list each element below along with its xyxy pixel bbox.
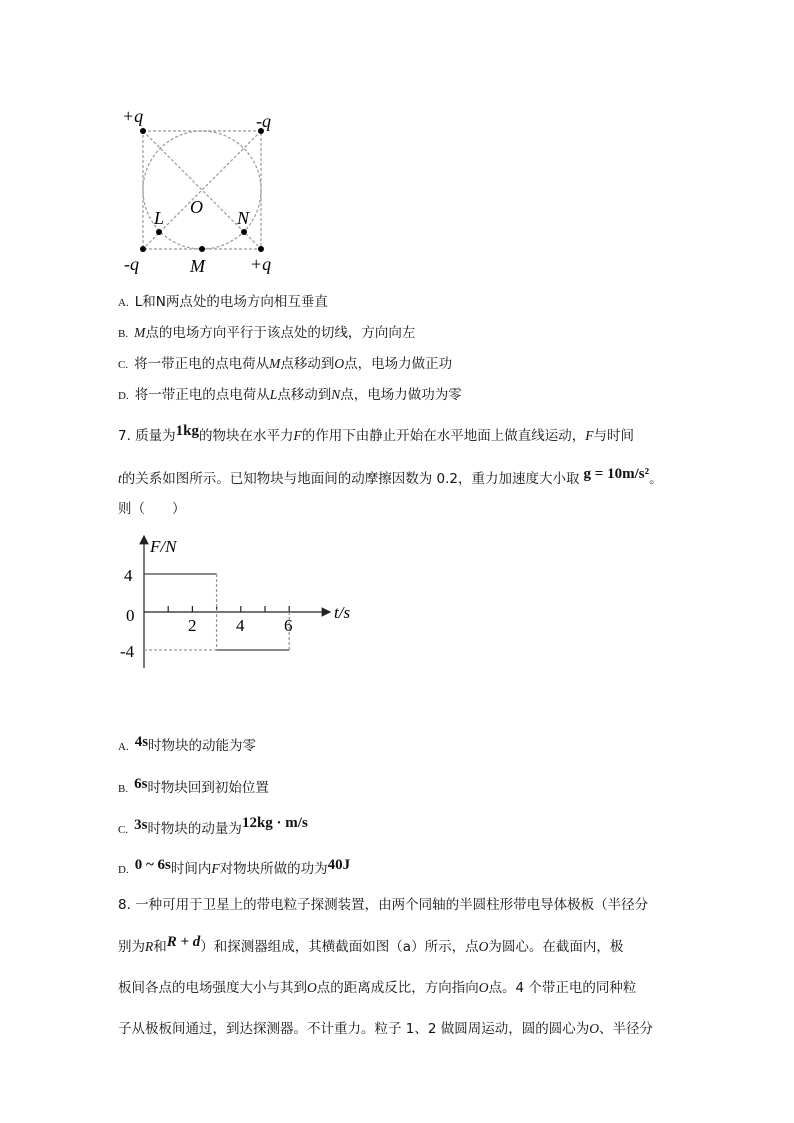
label-br: +q [250,254,272,274]
option-text: 点移动到 [277,387,332,403]
var: F [293,428,302,443]
var: O [478,980,489,995]
var: R [145,939,154,954]
text: 别为 [118,939,145,955]
text: 板间各点的电场强度大小与其到 [118,980,307,996]
charge-point [140,128,146,134]
label-M: M [190,256,205,276]
option-text: 时间内 [170,861,212,877]
q7-option-d [118,857,350,878]
label-L: L [154,208,165,228]
label-O: O [190,197,203,217]
q8-line-3 [118,976,636,996]
option-letter: D. [118,390,129,402]
text: 、半径分 [599,1021,654,1037]
q7-option-c [118,817,308,838]
var: O [478,939,489,954]
q6-option-b [118,321,415,341]
option-text: 将一带正电的点电荷从 [134,387,270,403]
q8-line-2 [118,935,623,956]
option-text: 时物块的动量为 [147,821,242,837]
option-letter: C. [118,359,129,371]
text: 与时间 [593,428,635,444]
var: O [334,356,345,371]
option-text: L和N两点处的电场方向相互垂直 [134,294,328,310]
text: 和 [153,939,167,955]
text: 点。4 个带正电的同种粒 [488,980,637,996]
y-axis-label: F/N [150,537,177,556]
var: M [134,325,146,340]
option-letter: A. [118,297,129,309]
option-letter: C. [118,824,129,836]
force-time-chart [110,530,370,670]
math: 4s [134,734,149,750]
x-tick-label: 6 [284,616,293,635]
math: 0 ~ 6s [134,857,171,873]
q6-option-a [118,290,328,310]
var: M [269,356,281,371]
label-tl: +q [122,106,144,126]
math: 6s [134,776,148,792]
math: 12kg · m/s [241,815,308,831]
option-text: 点，电场力做正功 [344,356,453,372]
option-text: 对物块所做的功为 [219,861,328,877]
q6-option-d [118,383,462,403]
q6-option-c [118,352,452,372]
math: 40J [327,857,351,873]
q8-line-4 [118,1017,653,1037]
var: t [118,471,122,486]
label-tr: -q [256,111,271,131]
text: ）和探测器组成，其横截面如图（a）所示，点 [200,939,479,955]
var: O [307,980,317,995]
x-tick-label: 2 [188,616,197,635]
text: 。 [649,471,663,487]
math: 3s [134,817,148,833]
math: R + d [166,934,201,950]
math: g = 10m/s² [583,466,650,482]
var: O [589,1021,600,1036]
y-tick-label: -4 [120,642,135,661]
x-tick-label: 4 [236,616,245,635]
q8-line-1: 8. 一种可用于卫星上的带电粒子探测装置，由两个同轴的半圆柱形带电导体极板（半径分 [118,897,649,913]
label-bl: -q [124,254,139,274]
x-axis-label: t/s [334,603,351,622]
text: 的作用下由静止开始在水平地面上做直线运动， [301,428,586,444]
option-letter: D. [118,864,129,876]
option-text: 点移动到 [280,356,335,372]
text: 的物块在水平力 [199,428,294,444]
text: 子从极板间通过，到达探测器。不计重力。粒子 1、2 做圆周运动，圆的圆心为 [118,1021,590,1037]
y-tick-label: 0 [126,606,135,625]
q6-charge-diagram [110,100,310,280]
option-text: 时物块的动能为零 [148,738,257,754]
q7-option-a [118,734,256,755]
option-letter: B. [118,783,129,795]
charge-point [258,246,264,252]
q7-line-1 [118,424,634,445]
option-text: 将一带正电的点电荷从 [134,356,270,372]
label-N: N [237,208,250,228]
text: 7. 质量为 [118,428,176,444]
text: 的关系如图所示。已知物块与地面间的动摩擦因数为 0.2，重力加速度大小取 [121,471,580,487]
var: F [211,861,220,876]
var: N [331,387,341,402]
var: F [585,428,594,443]
point-M [199,246,205,252]
option-text: 点，电场力做功为零 [340,387,462,403]
q7-line-2 [118,467,663,488]
point-N [241,229,247,235]
text: 为圆心。在截面内，极 [488,939,624,955]
q7-option-b [118,776,269,797]
y-tick-label: 4 [124,566,133,585]
math: 1kg [175,423,200,439]
var: L [269,387,278,402]
q7-line-3: 则（ ） [118,501,186,517]
option-letter: A. [118,741,129,753]
point-L [156,229,162,235]
text: 点的距离成反比，方向指向 [316,980,479,996]
option-letter: B. [118,328,129,340]
charge-point [140,246,146,252]
option-text: 点的电场方向平行于该点处的切线，方向向左 [145,325,416,341]
option-text: 时物块回到初始位置 [147,780,269,796]
